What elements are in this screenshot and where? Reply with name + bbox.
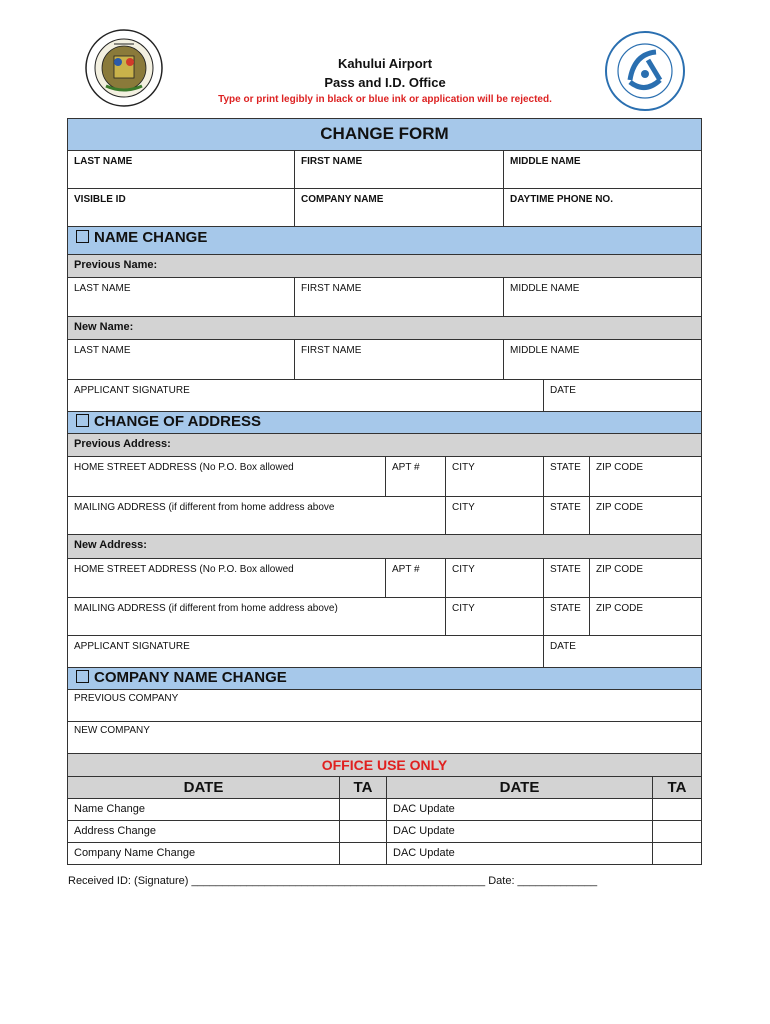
new-name-label: New Name: <box>74 321 134 333</box>
new-company-row <box>68 722 701 754</box>
new-mailing-address-field[interactable]: MAILING ADDRESS (if different from home address above) <box>68 598 446 635</box>
name-change-title: NAME CHANGE <box>94 229 208 246</box>
office-address-change-cell[interactable]: Address Change <box>68 821 340 842</box>
office-use-header-row <box>68 777 701 799</box>
prev-zip-field[interactable]: ZIP CODE <box>596 462 644 473</box>
prev-middle-name-field[interactable]: MIDDLE NAME <box>510 283 580 294</box>
new-middle-name-field[interactable]: MIDDLE NAME <box>510 345 580 356</box>
prev-mailing-row <box>68 497 701 535</box>
new-address-label: New Address: <box>74 539 147 551</box>
name-row <box>68 151 701 189</box>
office-ta-cell[interactable] <box>340 821 387 842</box>
new-home-row <box>68 559 701 598</box>
prev-mailing-address-field[interactable]: MAILING ADDRESS (if different from home address above <box>68 497 446 534</box>
office-date-header-1: DATE <box>183 779 224 796</box>
change-form <box>67 118 702 865</box>
new-state-field[interactable]: STATE <box>544 559 590 597</box>
office-company-change-cell[interactable]: Company Name Change <box>68 843 340 864</box>
office-ta-cell[interactable] <box>653 843 701 864</box>
new-address-bar <box>68 535 701 559</box>
prev-mail-state-field[interactable]: STATE <box>544 497 590 534</box>
office-use-title: OFFICE USE ONLY <box>321 757 448 773</box>
new-home-street-field[interactable]: HOME STREET ADDRESS (No P.O. Box allowed <box>68 559 386 597</box>
office-ta-cell[interactable] <box>340 843 387 864</box>
header-office: Pass and I.D. Office <box>324 75 446 90</box>
new-apt-field[interactable]: APT # <box>386 559 446 597</box>
address-date-field[interactable]: DATE <box>550 641 576 652</box>
previous-address-bar <box>68 434 701 457</box>
office-ta-header-2: TA <box>667 779 687 796</box>
previous-address-label: Previous Address: <box>74 438 171 450</box>
address-change-title: CHANGE OF ADDRESS <box>94 413 261 430</box>
name-signature-row <box>68 380 701 412</box>
new-city-field[interactable]: CITY <box>446 559 544 597</box>
prev-home-street-field[interactable]: HOME STREET ADDRESS (No P.O. Box allowed <box>68 457 386 496</box>
company-change-checkbox[interactable] <box>76 670 89 683</box>
office-name-change-cell[interactable]: Name Change <box>68 799 340 820</box>
prev-apt-field[interactable]: APT # <box>386 457 446 496</box>
name-date-field[interactable]: DATE <box>550 385 576 396</box>
new-name-bar <box>68 317 701 340</box>
new-mail-city-field[interactable]: CITY <box>446 598 544 635</box>
prev-first-name-field[interactable]: FIRST NAME <box>295 278 504 316</box>
id-row <box>68 189 701 227</box>
prev-last-name-field[interactable]: LAST NAME <box>68 278 295 316</box>
office-ta-cell[interactable] <box>340 799 387 820</box>
prev-mail-zip-field[interactable]: ZIP CODE <box>596 502 644 513</box>
visible-id-field[interactable]: VISIBLE ID <box>68 189 295 226</box>
last-name-field[interactable]: LAST NAME <box>68 151 295 188</box>
address-change-checkbox[interactable] <box>76 414 89 427</box>
office-dac-update-cell[interactable]: DAC Update <box>387 821 653 842</box>
prev-state-field[interactable]: STATE <box>544 457 590 496</box>
office-ta-cell[interactable] <box>653 799 701 820</box>
header-warning: Type or print legibly in black or blue ink or application will be rejected. <box>218 94 552 105</box>
first-name-field[interactable]: FIRST NAME <box>295 151 504 188</box>
new-mailing-row <box>68 598 701 636</box>
previous-company-row <box>68 690 701 722</box>
office-use-bar <box>68 754 701 777</box>
company-change-title: COMPANY NAME CHANGE <box>94 669 287 686</box>
prev-mail-city-field[interactable]: CITY <box>446 497 544 534</box>
new-mail-zip-field[interactable]: ZIP CODE <box>596 603 644 614</box>
daytime-phone-field[interactable]: DAYTIME PHONE NO. <box>510 194 613 205</box>
previous-name-bar <box>68 255 701 278</box>
name-signature-field[interactable]: APPLICANT SIGNATURE <box>68 380 544 411</box>
office-dac-update-cell[interactable]: DAC Update <box>387 799 653 820</box>
new-zip-field[interactable]: ZIP CODE <box>596 564 644 575</box>
previous-company-field[interactable]: PREVIOUS COMPANY <box>74 693 179 704</box>
office-ta-header-1: TA <box>353 779 373 796</box>
new-first-name-field[interactable]: FIRST NAME <box>295 340 504 379</box>
office-row-address <box>68 821 701 843</box>
office-row-company <box>68 843 701 864</box>
form-title: CHANGE FORM <box>320 124 449 143</box>
prev-city-field[interactable]: CITY <box>446 457 544 496</box>
address-signature-row <box>68 636 701 668</box>
previous-name-row <box>68 278 701 317</box>
address-change-section <box>68 412 701 434</box>
office-dac-update-cell[interactable]: DAC Update <box>387 843 653 864</box>
office-date-header-2: DATE <box>499 779 540 796</box>
name-change-checkbox[interactable] <box>76 230 89 243</box>
previous-name-label: Previous Name: <box>74 259 158 271</box>
company-change-section <box>68 668 701 690</box>
name-change-section <box>68 227 701 255</box>
office-row-name <box>68 799 701 821</box>
received-id-line: Received ID: (Signature) ________________________________________________ Date: _____________ <box>68 875 598 887</box>
form-title-bar <box>68 119 701 151</box>
new-company-field[interactable]: NEW COMPANY <box>74 725 150 736</box>
middle-name-field[interactable]: MIDDLE NAME <box>510 156 581 167</box>
prev-home-row <box>68 457 701 497</box>
office-ta-cell[interactable] <box>653 821 701 842</box>
new-name-row <box>68 340 701 380</box>
header-airport: Kahului Airport <box>337 56 433 71</box>
new-last-name-field[interactable]: LAST NAME <box>68 340 295 379</box>
company-name-field[interactable]: COMPANY NAME <box>295 189 504 226</box>
new-mail-state-field[interactable]: STATE <box>544 598 590 635</box>
address-signature-field[interactable]: APPLICANT SIGNATURE <box>68 636 544 667</box>
